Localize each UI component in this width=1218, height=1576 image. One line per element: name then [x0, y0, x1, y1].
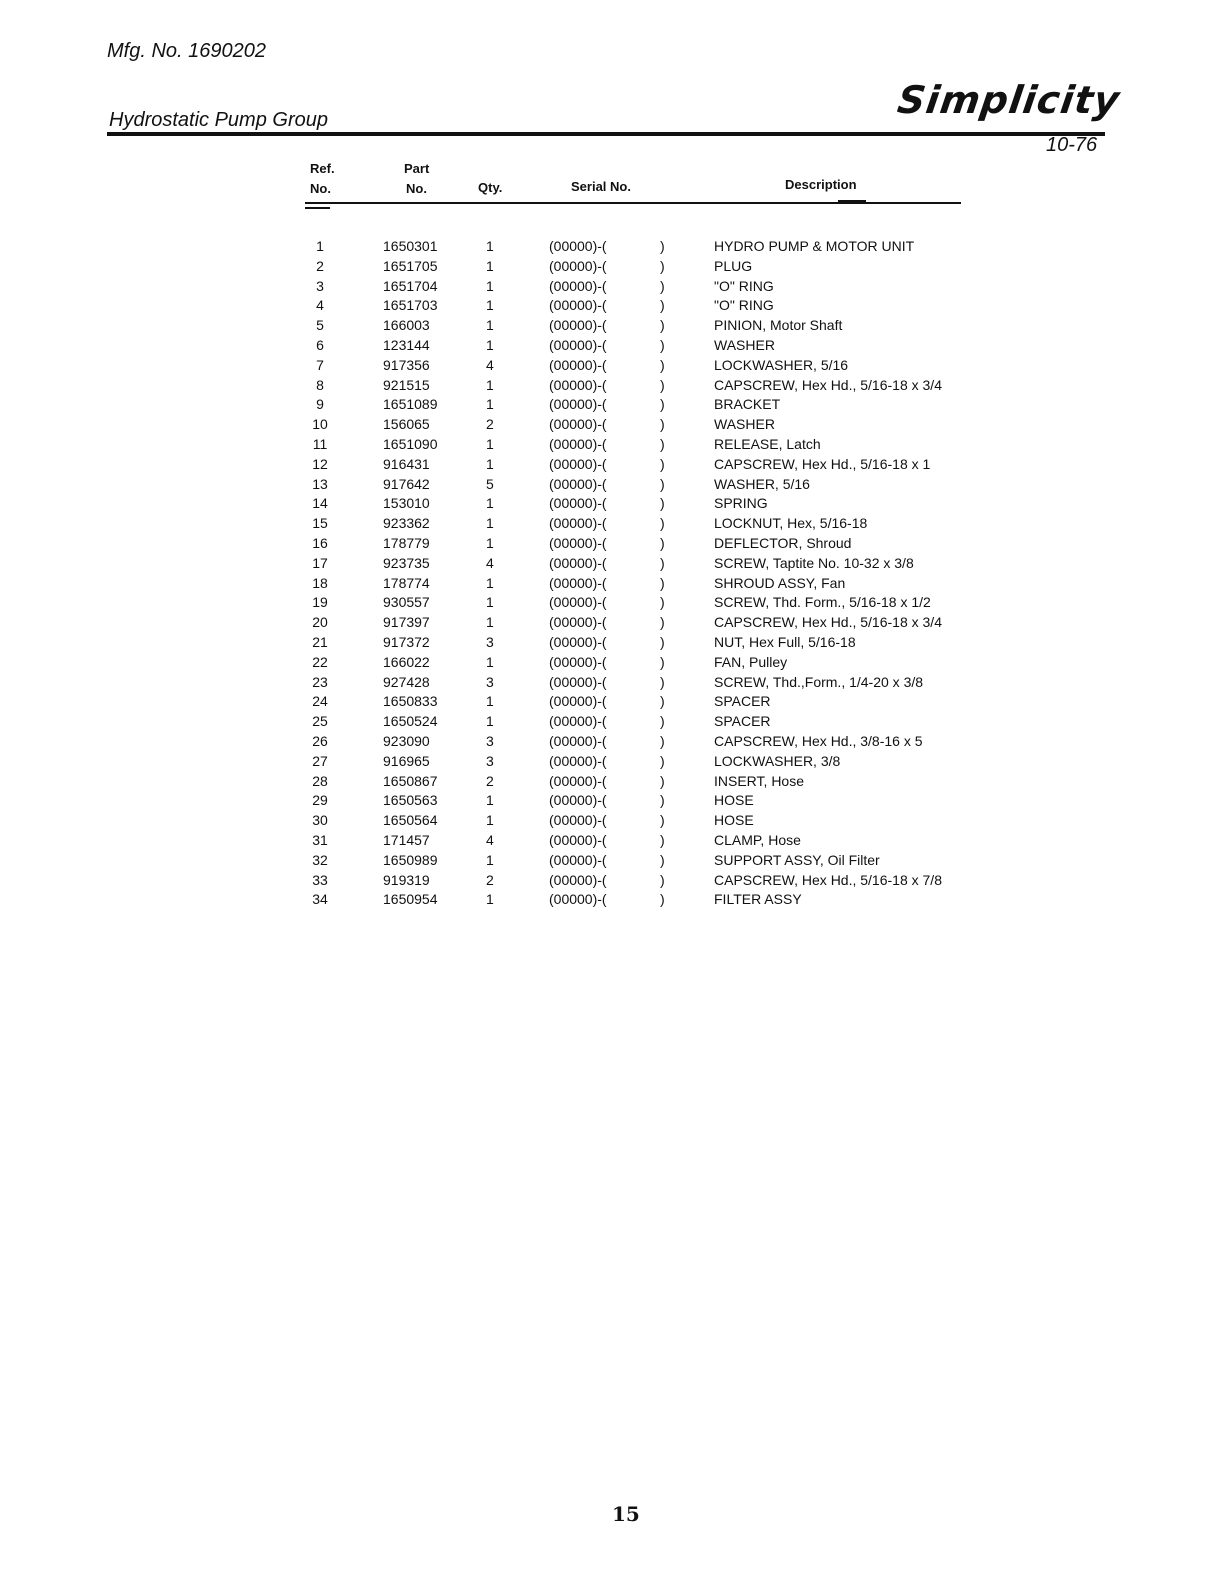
description-cell: CAPSCREW, Hex Hd., 5/16-18 x 1 [714, 455, 931, 472]
qty-cell: 1 [486, 713, 494, 730]
qty-cell: 4 [486, 832, 494, 848]
col-header-description: Description [785, 177, 857, 192]
description-cell: PLUG [714, 257, 753, 274]
table-row [0, 316, 1100, 336]
description-cell: HYDRO PUMP & MOTOR UNIT [714, 238, 915, 254]
description-cell: "O" RING [714, 277, 774, 294]
qty-cell: 2 [486, 871, 494, 888]
part-no-cell: 171457 [383, 832, 430, 848]
table-row [0, 673, 1100, 693]
description-cell: HOSE [714, 792, 754, 809]
serial-no-cell: (00000)-( [549, 396, 607, 413]
page-number: 15 [612, 1502, 640, 1526]
ref-cell: 13 [312, 475, 328, 492]
description-cell: CLAMP, Hose [714, 832, 801, 848]
qty-cell: 1 [486, 277, 494, 294]
description-cell: CAPSCREW, Hex Hd., 5/16-18 x 7/8 [714, 871, 942, 888]
ref-cell: 30 [312, 812, 328, 829]
table-row [0, 712, 1100, 732]
serial-end-cell: ) [660, 317, 665, 334]
ref-cell: 14 [312, 495, 328, 512]
part-no-cell: 166022 [383, 653, 430, 670]
table-row [0, 851, 1100, 871]
description-cell: FAN, Pulley [714, 653, 788, 670]
serial-end-cell: ) [660, 832, 665, 848]
description-cell: SCREW, Thd. Form., 5/16-18 x 1/2 [714, 594, 931, 611]
serial-no-cell: (00000)-( [549, 554, 607, 571]
description-cell: SPACER [714, 713, 771, 730]
description-cell: LOCKWASHER, 5/16 [714, 356, 849, 373]
ref-cell: 19 [312, 594, 328, 611]
description-cell: SCREW, Thd.,Form., 1/4-20 x 3/8 [714, 673, 924, 690]
ref-cell: 32 [312, 851, 328, 868]
serial-end-cell: ) [660, 436, 665, 452]
qty-cell: 1 [486, 812, 494, 829]
table-row [0, 772, 1100, 792]
description-cell: LOCKNUT, Hex, 5/16-18 [714, 515, 868, 532]
part-no-cell: 1651090 [383, 436, 438, 452]
serial-no-cell: (00000)-( [549, 772, 607, 789]
serial-no-cell: (00000)-( [549, 653, 607, 670]
table-row [0, 791, 1100, 811]
qty-cell: 3 [486, 634, 494, 650]
serial-no-cell: (00000)-( [549, 416, 607, 433]
ref-cell: 27 [312, 752, 328, 769]
table-row [0, 455, 1100, 475]
ref-cell: 1 [316, 238, 324, 254]
serial-end-cell: ) [660, 416, 665, 433]
table-row [0, 653, 1100, 673]
part-no-cell: 917372 [383, 634, 430, 650]
description-cell: BRACKET [714, 396, 781, 413]
part-no-cell: 916965 [383, 752, 430, 769]
ref-cell: 3 [316, 277, 324, 294]
qty-cell: 1 [486, 317, 494, 334]
ref-cell: 4 [316, 297, 324, 314]
table-row [0, 811, 1100, 831]
ref-cell: 7 [316, 356, 324, 373]
serial-end-cell: ) [660, 356, 665, 373]
part-no-cell: 1650563 [383, 792, 438, 809]
table-row [0, 831, 1100, 851]
ref-cell: 12 [312, 455, 328, 472]
qty-cell: 1 [486, 238, 494, 254]
description-cell: SPACER [714, 693, 771, 710]
qty-cell: 3 [486, 673, 494, 690]
ref-cell: 23 [312, 673, 328, 690]
serial-end-cell: ) [660, 376, 665, 393]
serial-no-cell: (00000)-( [549, 832, 607, 848]
part-no-cell: 166003 [383, 317, 430, 334]
serial-end-cell: ) [660, 713, 665, 730]
serial-no-cell: (00000)-( [549, 317, 607, 334]
serial-no-cell: (00000)-( [549, 891, 607, 908]
ref-cell: 28 [312, 772, 328, 789]
serial-no-cell: (00000)-( [549, 792, 607, 809]
serial-no-cell: (00000)-( [549, 673, 607, 690]
part-no-cell: 1650954 [383, 891, 438, 908]
description-cell: SUPPORT ASSY, Oil Filter [714, 851, 880, 868]
part-no-cell: 930557 [383, 594, 430, 611]
table-row [0, 692, 1100, 712]
qty-cell: 1 [486, 257, 494, 274]
part-no-cell: 153010 [383, 495, 430, 512]
description-cell: LOCKWASHER, 3/8 [714, 752, 841, 769]
part-no-cell: 1651705 [383, 257, 438, 274]
part-no-cell: 1650833 [383, 693, 438, 710]
brand-logo: Simplicity [894, 78, 1123, 122]
serial-no-cell: (00000)-( [549, 238, 607, 254]
qty-cell: 1 [486, 515, 494, 532]
serial-end-cell: ) [660, 396, 665, 413]
description-cell: "O" RING [714, 297, 774, 314]
table-row [0, 534, 1100, 554]
ref-cell: 24 [312, 693, 328, 710]
serial-no-cell: (00000)-( [549, 851, 607, 868]
ref-cell: 9 [316, 396, 324, 413]
serial-no-cell: (00000)-( [549, 752, 607, 769]
table-row [0, 237, 1100, 257]
serial-end-cell: ) [660, 535, 665, 551]
col-header-qty: Qty. [478, 180, 503, 195]
serial-no-cell: (00000)-( [549, 515, 607, 532]
table-row [0, 475, 1100, 495]
serial-no-cell: (00000)-( [549, 871, 607, 888]
qty-cell: 1 [486, 455, 494, 472]
description-cell: CAPSCREW, Hex Hd., 5/16-18 x 3/4 [714, 376, 942, 393]
serial-no-cell: (00000)-( [549, 356, 607, 373]
table-row [0, 376, 1100, 396]
serial-no-cell: (00000)-( [549, 257, 607, 274]
col-header-serial: Serial No. [571, 179, 631, 194]
qty-cell: 1 [486, 376, 494, 393]
serial-end-cell: ) [660, 495, 665, 512]
description-cell: INSERT, Hose [714, 772, 804, 789]
part-no-cell: 927428 [383, 673, 430, 690]
table-row [0, 494, 1100, 514]
table-row [0, 593, 1100, 613]
serial-end-cell: ) [660, 277, 665, 294]
ref-cell: 25 [312, 713, 328, 730]
qty-cell: 1 [486, 337, 494, 353]
description-cell: WASHER [714, 416, 775, 433]
ref-cell: 18 [312, 574, 328, 591]
description-cell: NUT, Hex Full, 5/16-18 [714, 634, 856, 650]
qty-cell: 2 [486, 416, 494, 433]
table-header-rule-mark [305, 207, 330, 209]
description-cell: WASHER, 5/16 [714, 475, 810, 492]
revision-date: 10-76 [1046, 134, 1098, 156]
table-row [0, 554, 1100, 574]
qty-cell: 1 [486, 574, 494, 591]
serial-end-cell: ) [660, 574, 665, 591]
ref-cell: 8 [316, 376, 324, 393]
ref-cell: 34 [312, 891, 328, 908]
table-header-rule [305, 202, 961, 204]
part-no-cell: 1650867 [383, 772, 438, 789]
ref-cell: 6 [316, 337, 324, 353]
serial-no-cell: (00000)-( [549, 297, 607, 314]
serial-no-cell: (00000)-( [549, 812, 607, 829]
serial-no-cell: (00000)-( [549, 693, 607, 710]
serial-no-cell: (00000)-( [549, 495, 607, 512]
serial-end-cell: ) [660, 693, 665, 710]
table-row [0, 752, 1100, 772]
serial-no-cell: (00000)-( [549, 614, 607, 631]
serial-no-cell: (00000)-( [549, 376, 607, 393]
serial-no-cell: (00000)-( [549, 594, 607, 611]
part-no-cell: 917356 [383, 356, 430, 373]
serial-end-cell: ) [660, 614, 665, 631]
table-row [0, 514, 1100, 534]
ref-cell: 15 [312, 515, 328, 532]
part-no-cell: 1650524 [383, 713, 438, 730]
serial-end-cell: ) [660, 752, 665, 769]
part-no-cell: 1651704 [383, 277, 438, 294]
part-no-cell: 178774 [383, 574, 430, 591]
ref-cell: 29 [312, 792, 328, 809]
table-row [0, 296, 1100, 316]
part-no-cell: 921515 [383, 376, 430, 393]
description-cell: SPRING [714, 495, 768, 512]
qty-cell: 1 [486, 436, 494, 452]
qty-cell: 3 [486, 752, 494, 769]
table-row [0, 613, 1100, 633]
qty-cell: 1 [486, 297, 494, 314]
table-row [0, 574, 1100, 594]
serial-end-cell: ) [660, 337, 665, 353]
description-cell: RELEASE, Latch [714, 436, 821, 452]
ref-cell: 10 [312, 416, 328, 433]
ref-cell: 16 [312, 535, 328, 551]
serial-no-cell: (00000)-( [549, 436, 607, 452]
qty-cell: 1 [486, 653, 494, 670]
serial-end-cell: ) [660, 594, 665, 611]
ref-cell: 20 [312, 614, 328, 631]
part-no-cell: 156065 [383, 416, 430, 433]
table-row [0, 732, 1100, 752]
description-cell: SCREW, Taptite No. 10-32 x 3/8 [714, 554, 914, 571]
ref-cell: 33 [312, 871, 328, 888]
ref-cell: 17 [312, 554, 328, 571]
ref-cell: 26 [312, 733, 328, 749]
table-row [0, 336, 1100, 356]
table-row [0, 356, 1100, 376]
table-row [0, 277, 1100, 297]
serial-no-cell: (00000)-( [549, 634, 607, 650]
serial-no-cell: (00000)-( [549, 733, 607, 749]
ref-cell: 31 [312, 832, 328, 848]
description-cell: CAPSCREW, Hex Hd., 3/8-16 x 5 [714, 733, 923, 749]
description-cell: SHROUD ASSY, Fan [714, 574, 846, 591]
description-cell: FILTER ASSY [714, 891, 802, 908]
serial-end-cell: ) [660, 475, 665, 492]
col-header-ref-line2: No. [310, 181, 331, 196]
serial-end-cell: ) [660, 871, 665, 888]
serial-end-cell: ) [660, 733, 665, 749]
qty-cell: 1 [486, 495, 494, 512]
part-no-cell: 923090 [383, 733, 430, 749]
part-no-cell: 1651703 [383, 297, 438, 314]
serial-end-cell: ) [660, 238, 665, 254]
part-no-cell: 1650989 [383, 851, 438, 868]
serial-end-cell: ) [660, 851, 665, 868]
serial-no-cell: (00000)-( [549, 277, 607, 294]
serial-no-cell: (00000)-( [549, 455, 607, 472]
part-no-cell: 123144 [383, 337, 430, 353]
qty-cell: 1 [486, 851, 494, 868]
qty-cell: 1 [486, 614, 494, 631]
serial-no-cell: (00000)-( [549, 337, 607, 353]
qty-cell: 1 [486, 891, 494, 908]
qty-cell: 4 [486, 554, 494, 571]
ref-cell: 22 [312, 653, 328, 670]
table-row [0, 415, 1100, 435]
serial-end-cell: ) [660, 455, 665, 472]
part-no-cell: 1650564 [383, 812, 438, 829]
part-no-cell: 916431 [383, 455, 430, 472]
qty-cell: 1 [486, 792, 494, 809]
col-header-ref-line1: Ref. [310, 161, 335, 176]
serial-end-cell: ) [660, 257, 665, 274]
qty-cell: 1 [486, 396, 494, 413]
qty-cell: 1 [486, 535, 494, 551]
serial-no-cell: (00000)-( [549, 574, 607, 591]
serial-end-cell: ) [660, 634, 665, 650]
description-cell: HOSE [714, 812, 754, 829]
serial-end-cell: ) [660, 515, 665, 532]
table-row [0, 871, 1100, 891]
table-row [0, 633, 1100, 653]
qty-cell: 5 [486, 475, 494, 492]
header-rule [107, 132, 1105, 136]
description-cell: WASHER [714, 337, 775, 353]
serial-end-cell: ) [660, 772, 665, 789]
serial-no-cell: (00000)-( [549, 713, 607, 730]
part-no-cell: 923735 [383, 554, 430, 571]
qty-cell: 4 [486, 356, 494, 373]
description-cell: DEFLECTOR, Shroud [714, 535, 852, 551]
part-no-cell: 1651089 [383, 396, 438, 413]
part-no-cell: 919319 [383, 871, 430, 888]
serial-end-cell: ) [660, 891, 665, 908]
description-cell: CAPSCREW, Hex Hd., 5/16-18 x 3/4 [714, 614, 942, 631]
part-no-cell: 178779 [383, 535, 430, 551]
part-no-cell: 917642 [383, 475, 430, 492]
table-row [0, 890, 1100, 910]
part-no-cell: 923362 [383, 515, 430, 532]
mfg-number: Mfg. No. 1690202 [107, 40, 266, 62]
ref-cell: 11 [312, 436, 328, 452]
table-row [0, 257, 1100, 277]
qty-cell: 1 [486, 594, 494, 611]
serial-end-cell: ) [660, 297, 665, 314]
ref-cell: 5 [316, 317, 324, 334]
table-row [0, 395, 1100, 415]
group-title: Hydrostatic Pump Group [109, 109, 328, 131]
serial-no-cell: (00000)-( [549, 535, 607, 551]
qty-cell: 3 [486, 733, 494, 749]
qty-cell: 1 [486, 693, 494, 710]
ref-cell: 21 [312, 634, 328, 650]
serial-end-cell: ) [660, 554, 665, 571]
serial-no-cell: (00000)-( [549, 475, 607, 492]
col-header-part-line2: No. [406, 181, 427, 196]
serial-end-cell: ) [660, 792, 665, 809]
table-row [0, 435, 1100, 455]
part-no-cell: 1650301 [383, 238, 438, 254]
part-no-cell: 917397 [383, 614, 430, 631]
serial-end-cell: ) [660, 673, 665, 690]
col-header-part-line1: Part [404, 161, 430, 176]
serial-end-cell: ) [660, 812, 665, 829]
serial-end-cell: ) [660, 653, 665, 670]
qty-cell: 2 [486, 772, 494, 789]
ref-cell: 2 [316, 257, 324, 274]
description-cell: PINION, Motor Shaft [714, 317, 843, 334]
